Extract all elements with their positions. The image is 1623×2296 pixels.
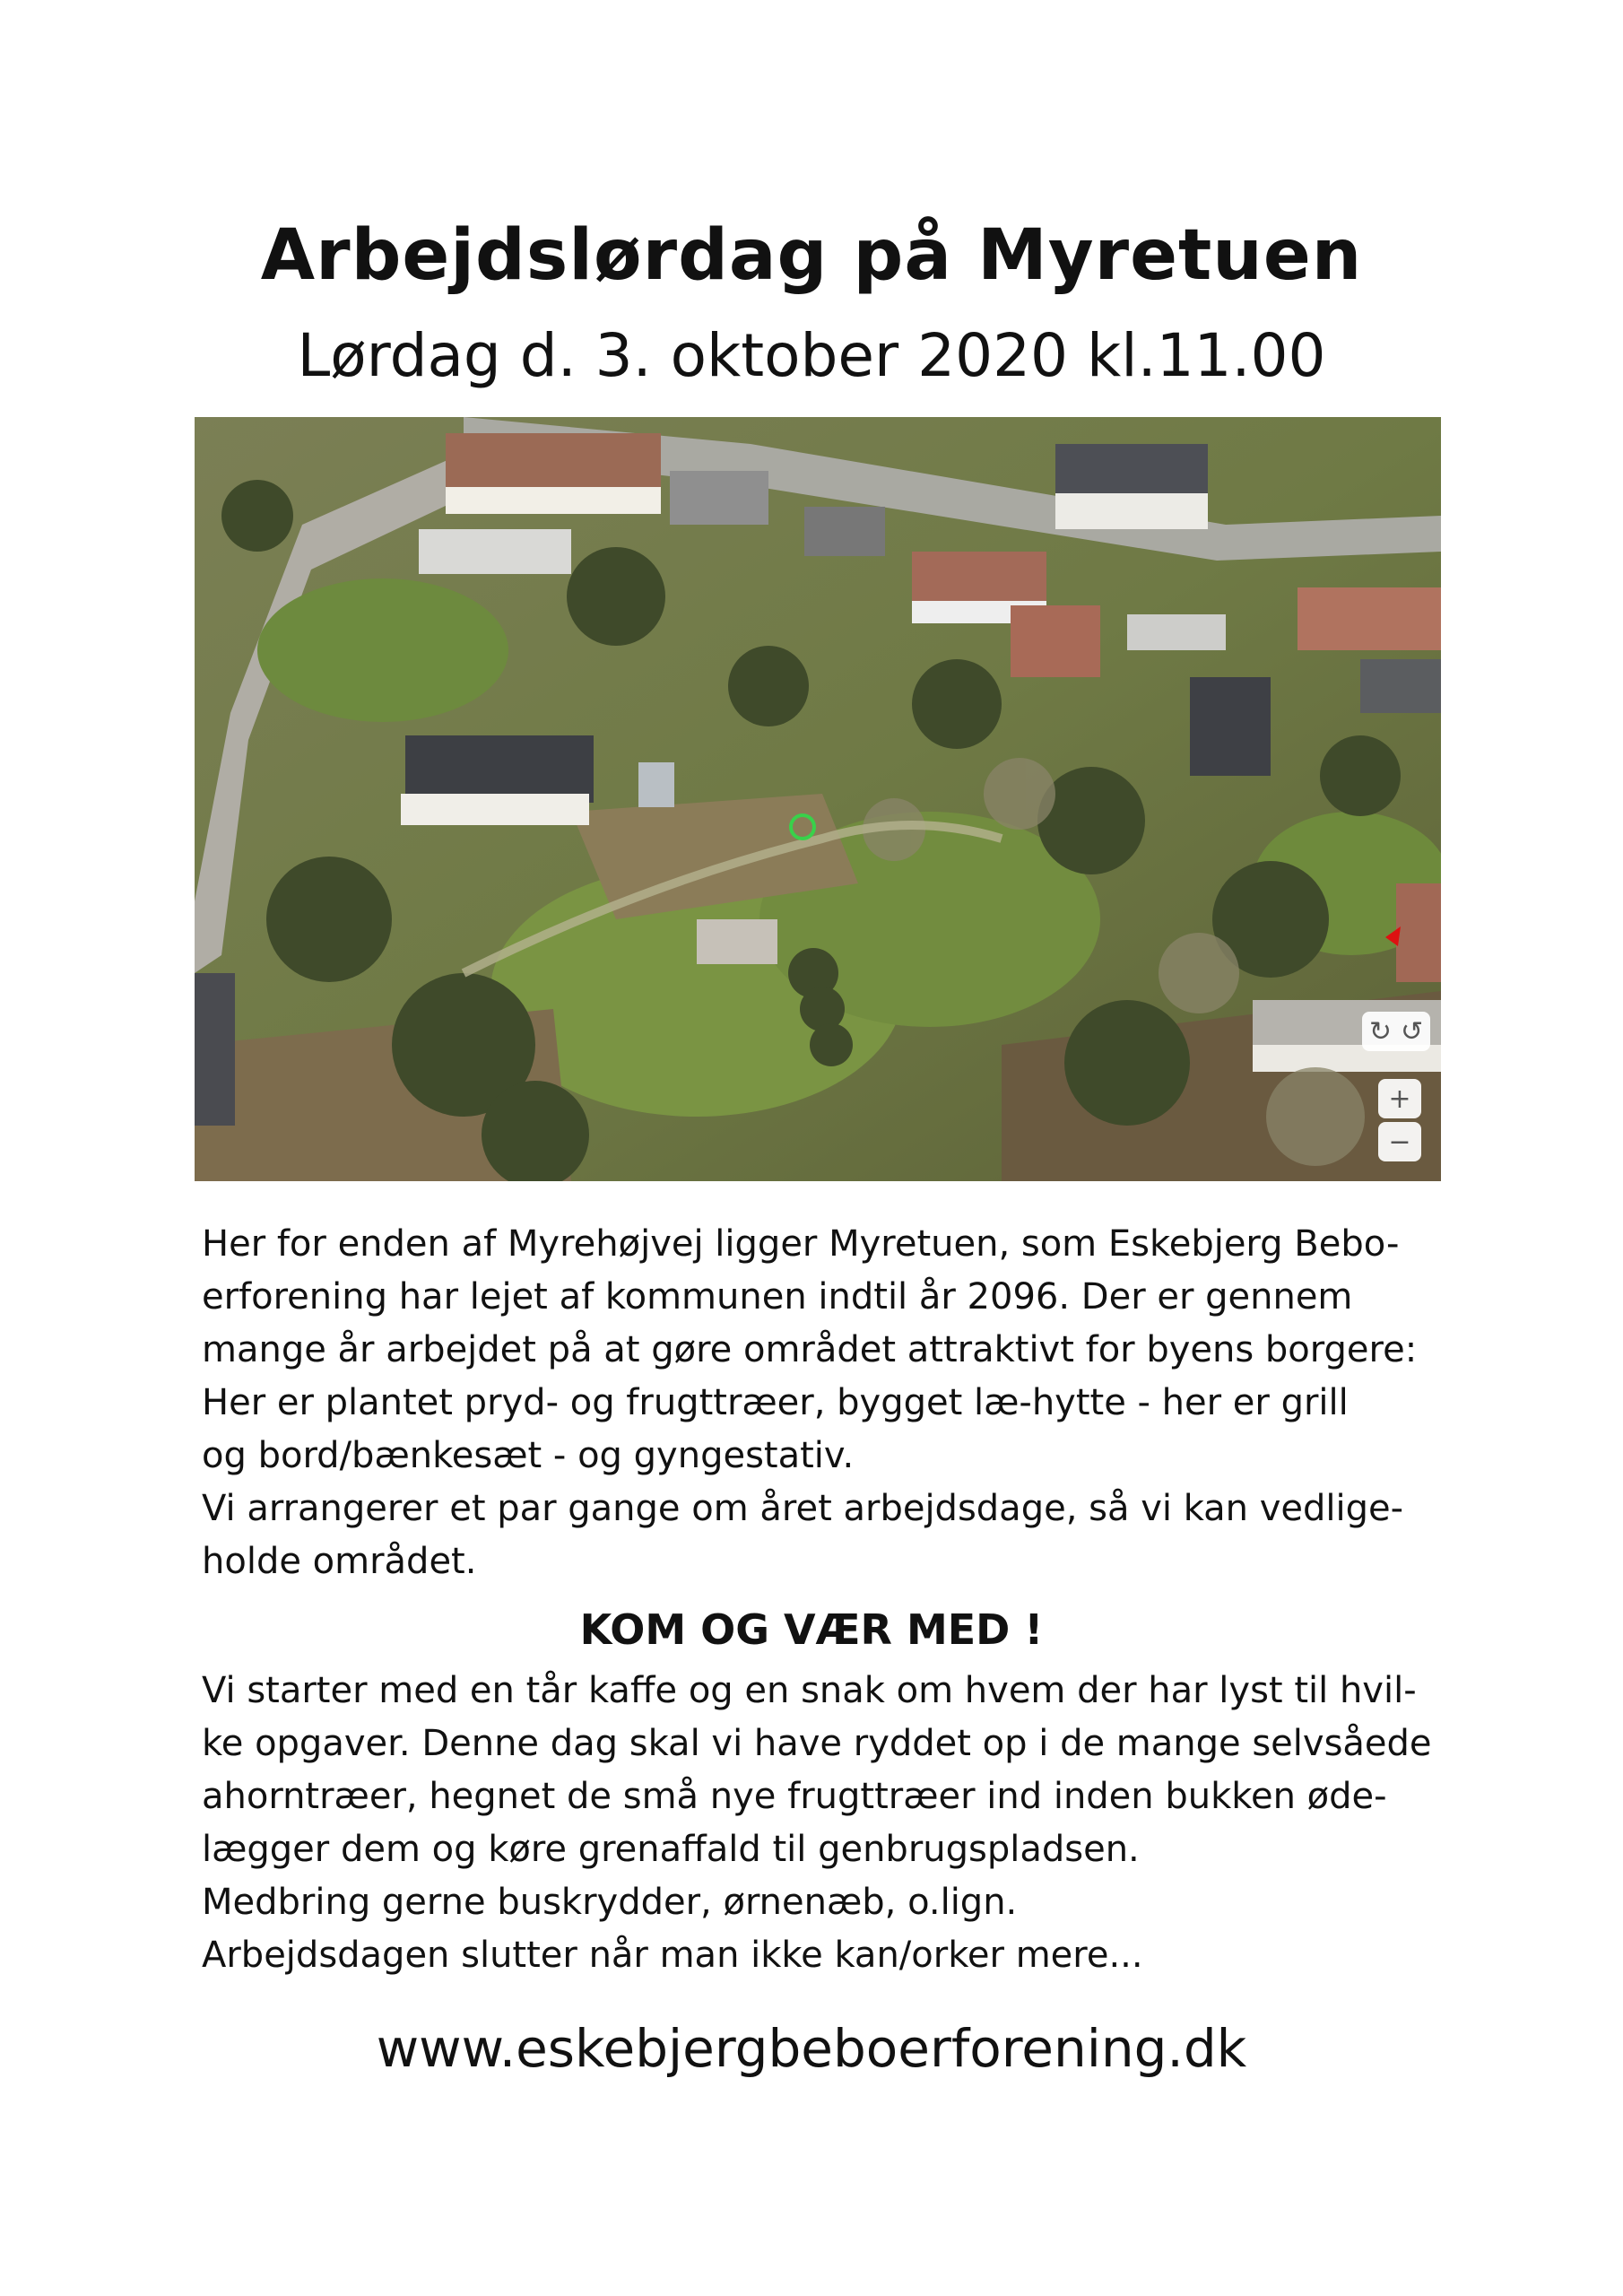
details-line: ke opgaver. Denne dag skal vi have ryddet op i de mange selvsåede (202, 1723, 1432, 1764)
zoom-in-button[interactable]: + (1378, 1079, 1421, 1118)
rotate-control[interactable] (1362, 1012, 1430, 1051)
intro-paragraph (202, 1218, 1439, 1588)
details-paragraph (202, 1665, 1439, 1982)
intro-line: erforening har lejet af kommunen indtil år 2096. Der er gennem (202, 1276, 1353, 1318)
aerial-photo-drawing (195, 417, 1441, 1181)
call-to-action: KOM OG VÆR MED ! (579, 1605, 1044, 1654)
intro-line: Her er plantet pryd- og frugttræer, bygget læ-hytte - her er grill (202, 1382, 1349, 1423)
event-date: Lørdag d. 3. oktober 2020 kl.11.00 (297, 321, 1326, 390)
intro-line: Her for enden af Myrehøjvej ligger Myretuen, som Eskebjerg Bebo- (202, 1223, 1400, 1265)
details-line: Medbring gerne buskrydder, ørnenæb, o.lign. (202, 1882, 1018, 1923)
rotate-left-icon[interactable]: ↻ (1368, 1015, 1392, 1048)
details-line: Arbejdsdagen slutter når man ikke kan/orker mere... (202, 1935, 1143, 1976)
intro-line: Vi arrangerer et par gange om året arbejdsdage, så vi kan vedlige- (202, 1488, 1404, 1529)
details-line: Vi starter med en tår kaffe og en snak om hvem der har lyst til hvil- (202, 1670, 1417, 1711)
zoom-out-button[interactable]: − (1378, 1122, 1421, 1161)
intro-line: mange år arbejdet på at gøre området attraktivt for byens borgere: (202, 1329, 1418, 1370)
rotate-right-icon[interactable]: ↺ (1401, 1015, 1424, 1048)
aerial-photo (195, 417, 1441, 1181)
website-link[interactable]: www.eskebjergbeboerforening.dk (376, 2018, 1247, 2079)
details-line: ahorntræer, hegnet de små nye frugttræer ind inden bukken øde- (202, 1776, 1387, 1817)
details-line: lægger dem og køre grenaffald til genbrugspladsen. (202, 1829, 1140, 1870)
intro-line: og bord/bænkesæt - og gyngestativ. (202, 1435, 855, 1476)
intro-line: holde området. (202, 1541, 477, 1582)
page-title: Arbejdslørdag på Myretuen (260, 215, 1363, 296)
